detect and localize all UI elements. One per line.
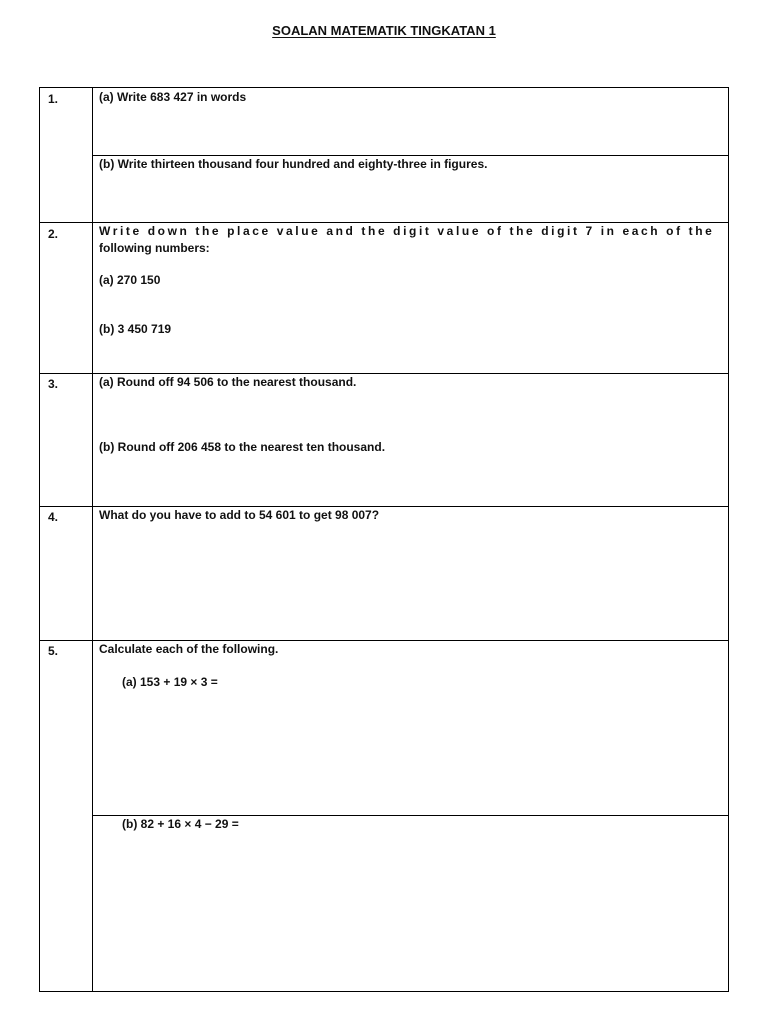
q2-part-a: (a) 270 150 [99,273,161,287]
q2-instruction-line-2: following numbers: [99,241,210,255]
q5-part-b: (b) 82 + 16 × 4 − 29 = [122,817,239,831]
q2-part-b: (b) 3 450 719 [99,322,172,336]
page-title [0,23,768,38]
question-number-4: 4. [48,510,59,524]
q5-instruction: Calculate each of the following. [99,642,279,656]
question-number-5: 5. [48,644,59,658]
q4-text: What do you have to add to 54 601 to get 98 007? [99,508,380,522]
q1-part-b: (b) Write thirteen thousand four hundred and eighty-three in figures. [99,157,488,171]
q3-part-a: (a) Round off 94 506 to the nearest thousand. [99,375,357,389]
question-table [39,87,729,992]
q2-instruction-line-1: Write down the place value and the digit value of the digit 7 in each of the [99,224,715,238]
q5-part-a: (a) 153 + 19 × 3 = [122,675,218,689]
q5-part-divider [92,815,728,816]
number-column-divider [92,88,93,991]
question-number-2: 2. [48,227,59,241]
page-title-text: SOALAN MATEMATIK TINGKATAN 1 [272,23,496,38]
q1-part-a: (a) Write 683 427 in words [99,90,247,104]
question-number-1: 1. [48,92,59,106]
question-number-3: 3. [48,377,59,391]
q3-part-b: (b) Round off 206 458 to the nearest ten thousand. [99,440,386,454]
